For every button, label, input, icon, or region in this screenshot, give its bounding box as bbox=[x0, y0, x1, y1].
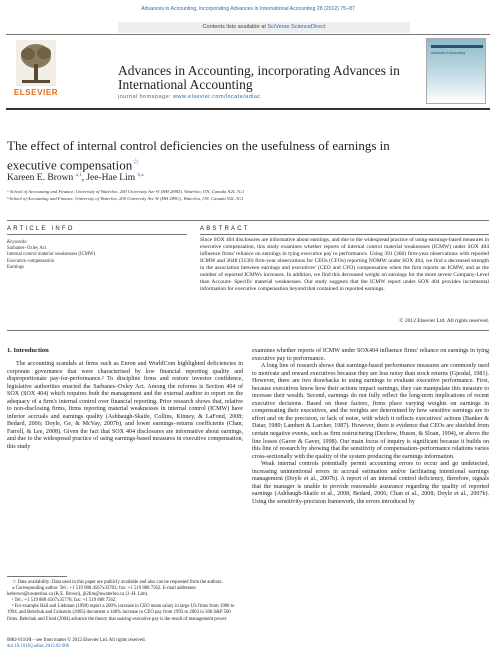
affiliation: ᵇ School of Accounting and Finance, University of Waterloo, 200 University Ave W (HH 289G), Waterloo, ON, Canada N2L 3G1 bbox=[7, 196, 244, 201]
keyword: Executive compensation bbox=[7, 258, 55, 264]
author-marks[interactable]: a,1 bbox=[75, 173, 82, 178]
sciencedirect-link[interactable]: SciVerse ScienceDirect bbox=[267, 24, 326, 30]
running-head: Advances in Accounting, incorporating Advances in International Accounting 28 (2012) 75–87 bbox=[141, 6, 355, 12]
journal-masthead bbox=[6, 20, 490, 112]
article-title bbox=[7, 138, 427, 172]
author-marks[interactable]: b,⁎ bbox=[137, 173, 144, 178]
keywords-block bbox=[7, 240, 187, 271]
affiliation: ᵃ School of Accounting and Finance, University of Waterloo, 200 University Ave W (HH 289D), Waterloo, ON, Canada N2L 3G1 bbox=[7, 189, 245, 194]
body-paragraph: Weak internal controls potentially permit accounting errors to occur and go undetected, increasing unintentional errors in accrual estimation and/or facilitating intentional earnings management (Doyle et al., 2007b). A report of an internal control deficiency, therefore, signals that the manager is unable to provide reasonable assurance regarding the quality of reported earnings (Ashbaugh-Skaife et al., 2008; Bedard, 2006; Chan et al., 2008; Doyle et al., 2007b). Using the sensitivity-precision framework, the errors introduced by bbox=[252, 461, 489, 505]
keyword: Internal control material weaknesses (ICMW) bbox=[7, 252, 96, 258]
footnote-rule bbox=[7, 576, 67, 577]
author-list: Kareen E. Brown $^{a,1}$, Jee-Hae Lim $^{b,⁎}$ bbox=[7, 173, 144, 184]
contents-prefix: Contents lists available at bbox=[202, 24, 268, 30]
keyword: Sarbanes–Oxley Act bbox=[7, 246, 47, 252]
masthead-bottom-rule bbox=[6, 108, 490, 110]
body-column-left bbox=[7, 361, 243, 452]
journal-homepage bbox=[118, 94, 418, 100]
keywords-label: Keywords: bbox=[7, 240, 28, 245]
body-paragraph: A long line of research shows that earnings-based performance measures are commonly used to motivate and reward executives because they are less noisy than stock returns (Gjesdal, 1981). However, there are two drawbacks to using earnings to evaluate executive performance. First, because executives know how their actions impact earnings, they can manipulate this measure to increase their wealth. Second, earnings do not fully reflect the long-term implications of recent executive decisions. Based on these factors, firms place varying weights on earnings in compensating their executives, and the weights are determined by how sensitive earnings are to effort and on the precision, or lack of noise, with which it reflects executives' actions (Banker & Datar, 1989; Lambert & Larcker, 1987). However, there is evidence that CEOs are shielded from certain negative events, such as firm restructuring (Dechow, Huson, & Sloan, 1994), or above the line losses (Gaver & Gaver, 1998). Our main focus of inquiry is significant because it builds on this line of research by showing that the sensitivity of compensation–performance relations varies cross-sectionally with the quality of the system producing the earnings information. bbox=[252, 363, 489, 460]
elsevier-tree-icon bbox=[16, 40, 56, 86]
body-paragraph: The accounting scandals at firms such as Enron and WorldCom highlighted deficiencies in corporate governance that were characterised by low financial reporting quality and disproportionate pay-for-performance.² To discipline firms and restore investor confidence, legislative authorities enacted the Sarbanes–Oxley Act. Among the reforms is Section 404 of SOX (SOX 404) which requires both the management and the external auditor to report on the adequacy of a firm's internal control over financial reporting. Prior research shows that, relative to non-disclosing firms, firms reporting material weaknesses in internal control (ICMW) have inferior accruals and earnings quality (Ashbaugh-Skaife, Collins, Kinney, & LaFond, 2008; Bedard, 2006; Doyle, Ge, & McVay, 2007b), and lower earnings–returns coefficients (Chan, Farrell, & Lee, 2008). Given the fact that SOX 404 disclosures are informative about earnings, and due to the widespread practice of using earnings-based measures in executive compensation, this study bbox=[7, 361, 243, 451]
footnotes bbox=[7, 580, 243, 623]
affiliations bbox=[7, 188, 487, 202]
footnote: ⁎ Corresponding author. Tel.: +1 519 888 4567x33702; fax: +1 519 888 7562. E-mail addresses: kebrown@uwaterloo.ca (K.E. Brown), jh2lim@uwaterloo.ca (J.-H. Lim). bbox=[7, 586, 197, 598]
doi-link[interactable]: doi:10.1016/j.adiac.2012.02.006 bbox=[7, 644, 70, 649]
abstract-heading: ABSTRACT bbox=[200, 226, 250, 232]
section-rule bbox=[7, 220, 489, 221]
front-matter bbox=[7, 638, 243, 650]
elsevier-logo[interactable] bbox=[8, 38, 64, 100]
keyword: Earnings bbox=[7, 264, 25, 270]
journal-title: Advances in Accounting, incorporating Advances in International Accounting bbox=[118, 63, 400, 92]
issn-line: 0882-6110/$ – see front matter © 2012 Elsevier Ltd. All rights reserved. bbox=[7, 638, 146, 643]
journal-cover-thumbnail[interactable] bbox=[426, 38, 486, 104]
body-column-right bbox=[252, 348, 489, 506]
footnote: ² For example Hall and Liebman (1998) report a 200% increase in CEO mean salary in large US firms from 1980 to 1994, and Bebchuk and Grinstein (2005) document a 146% increase in CEO pay from 1993 to 2003 in 500 S&P 500 firms. Bebchuk and Fried (2004) advance the theory that soaring executive pay is the result of management power. bbox=[7, 604, 235, 622]
abstract-text: Since SOX 404 disclosures are informative about earnings, and due to the widespread practice of using earnings-based measures in executive compensation, this study examines whether reports of internal control material weaknesses (ICMW) under SOX 404 influence firms' reliance on earnings in tying executive pay to performance. Using 391 (366) firm-year observations with reported ICMW and 3648 (3138) firm-year observations for CEOs (CFOs) reporting NOMW under SOX 404, we find a decreased strength in the association between earnings and executives' (CEO and CFO) compensation when the firm reports an ICMW, and as the number of reported ICMWs increases. In addition, we find this decreased weight on earnings for the more severe Company-Level than Account- Specific material weaknesses. Our study suggests that the ICMW report under SOX 404 provides incremental information for executive compensation beyond that contained in reported earnings. bbox=[200, 237, 489, 292]
author-name[interactable]: Jee-Hae Lim bbox=[86, 173, 136, 184]
author-name[interactable]: Kareen E. Brown bbox=[7, 173, 74, 184]
homepage-link[interactable]: www.elsevier.com/locate/adiac bbox=[173, 94, 261, 100]
article-title-text: The effect of internal control deficiencies on the usefulness of earnings in executive compensation bbox=[7, 138, 390, 172]
cover-band bbox=[431, 45, 483, 48]
title-footnote-mark[interactable]: ☆ bbox=[132, 156, 140, 166]
body-paragraph: examines whether reports of ICMW under SOX404 influence firms' reliance on earnings in tying executive pay to performance. bbox=[252, 348, 489, 362]
homepage-prefix: journal homepage: bbox=[118, 94, 174, 100]
masthead-top-rule bbox=[6, 34, 490, 35]
info-rule bbox=[7, 234, 187, 235]
footnote: ☆ Data availability: Data used in this paper are publicly available and also can be requested from the authors. bbox=[12, 580, 223, 585]
elsevier-wordmark: ELSEVIER bbox=[13, 88, 59, 97]
footnote: ¹ Tel.: +1 519 888 4567x35776; fax: +1 519 888 7562. bbox=[12, 598, 117, 604]
section-heading: 1. Introduction bbox=[7, 347, 49, 354]
contents-band bbox=[118, 22, 410, 33]
abstract-copyright: © 2012 Elsevier Ltd. All rights reserved. bbox=[399, 318, 489, 324]
section-rule bbox=[7, 330, 489, 331]
article-info-heading: ARTICLE INFO bbox=[7, 226, 75, 232]
abstract-rule bbox=[200, 234, 489, 235]
cover-title: Advances in Accounting bbox=[431, 51, 465, 55]
